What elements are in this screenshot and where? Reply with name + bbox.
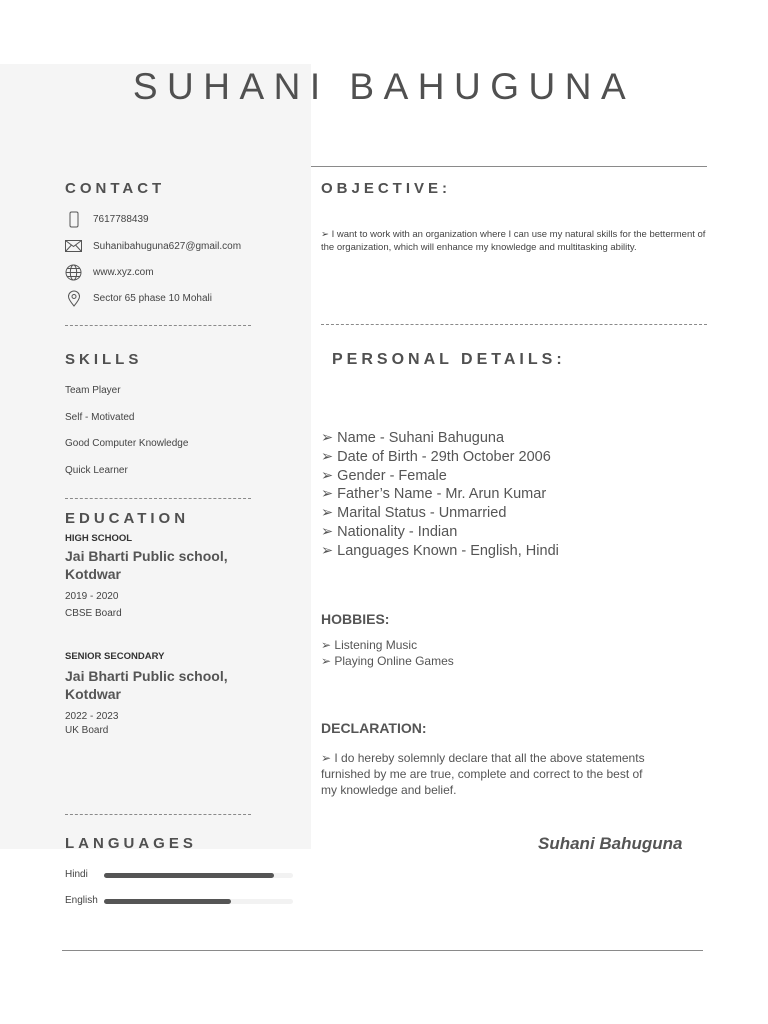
objective-text: ➢ I want to work with an organization where I can use my natural skills for the betterment of the organization, which will enhance my knowledge and multitasking ability. [321, 229, 706, 253]
website-url[interactable]: www.xyz.com [93, 266, 154, 278]
resume-name: SUHANI BAHUGUNA [132, 66, 636, 107]
education-school: Jai Bharti Public school, Kotdwar [65, 548, 228, 582]
language-level-track [104, 899, 293, 904]
skill-item: Good Computer Knowledge [65, 438, 189, 449]
contact-heading: CONTACT [65, 180, 166, 197]
education-years: 2022 - 2023 [65, 711, 119, 722]
language-level-fill [104, 899, 231, 904]
personal-detail-item: ➢ Languages Known - English, Hindi [321, 542, 559, 559]
education-years: 2019 - 2020 [65, 591, 119, 602]
skill-item: Quick Learner [65, 465, 128, 476]
footer-divider [62, 950, 703, 951]
skill-item: Team Player [65, 385, 121, 396]
address-text: Sector 65 phase 10 Mohali [93, 292, 212, 304]
section-divider [65, 325, 251, 326]
signature: Suhani Bahuguna [538, 834, 683, 853]
hobbies-heading: HOBBIES: [321, 611, 390, 627]
section-divider [65, 498, 251, 499]
header-divider [311, 166, 707, 167]
education-heading: EDUCATION [65, 510, 190, 527]
objective-heading: OBJECTIVE: [321, 180, 452, 197]
hobby-item: ➢ Listening Music [321, 638, 418, 652]
personal-detail-item: ➢ Father’s Name - Mr. Arun Kumar [321, 486, 547, 503]
education-school: Jai Bharti Public school, Kotdwar [65, 668, 228, 702]
hobby-item: ➢ Playing Online Games [321, 654, 454, 668]
section-divider [321, 324, 707, 325]
education-level: HIGH SCHOOL [65, 533, 133, 544]
education-board: CBSE Board [65, 608, 122, 619]
hobbies-list [321, 637, 454, 669]
personal-details-heading: PERSONAL DETAILS: [332, 351, 566, 368]
contact-address [65, 289, 212, 307]
contact-phone [65, 210, 149, 228]
language-level-fill [104, 873, 274, 878]
personal-detail-item: ➢ Name - Suhani Bahuguna [321, 430, 505, 446]
declaration-text: ➢ I do hereby solemnly declare that all the above statements furnished by me are true, complete and correct to the best of my knowledge and belief. [321, 751, 645, 797]
education-board: UK Board [65, 725, 109, 736]
language-label: Hindi [65, 869, 88, 880]
language-level-track [104, 873, 293, 878]
personal-detail-item: ➢ Gender - Female [321, 467, 447, 484]
skills-heading: SKILLS [65, 351, 143, 368]
globe-icon [65, 264, 82, 281]
skill-item: Self - Motivated [65, 412, 135, 423]
phone-number: 7617788439 [93, 213, 149, 225]
phone-icon [65, 211, 82, 228]
personal-detail-item: ➢ Nationality - Indian [321, 523, 458, 540]
email-address[interactable]: Suhanibahuguna627@gmail.com [93, 240, 242, 252]
personal-detail-item: ➢ Date of Birth - 29th October 2006 [321, 448, 551, 465]
mail-icon [65, 238, 82, 255]
contact-website [65, 263, 154, 281]
personal-details-list [321, 429, 559, 561]
language-label: English [65, 895, 98, 906]
languages-heading: LANGUAGES [65, 835, 197, 852]
personal-detail-item: ➢ Marital Status - Unmarried [321, 505, 507, 522]
section-divider [65, 814, 251, 815]
location-pin-icon [65, 290, 82, 307]
education-level: SENIOR SECONDARY [65, 651, 165, 662]
declaration-heading: DECLARATION: [321, 720, 427, 736]
contact-email [65, 237, 242, 255]
